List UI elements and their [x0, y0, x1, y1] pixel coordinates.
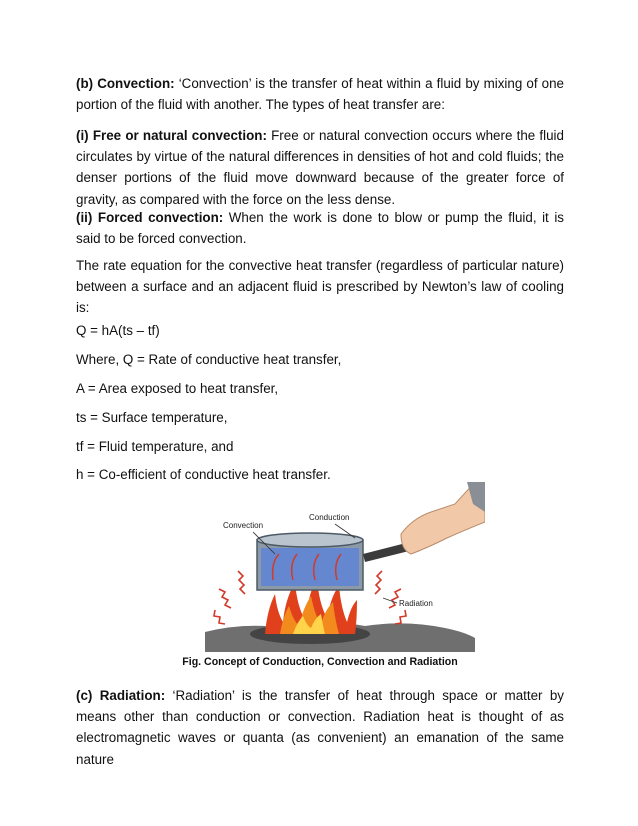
forced-convection-heading: (ii) Forced convection:: [76, 210, 224, 225]
where-line-1: Where, Q = Rate of conductive heat transfer,: [76, 352, 342, 367]
convection-paragraph: [76, 73, 564, 115]
hand: [401, 482, 485, 554]
radiation-heading: (c) Radiation:: [76, 688, 166, 703]
convection-text: ‘Convection’ is the transfer of heat within a fluid by mixing of one portion of the fluid with another. The types of heat transfer are:: [76, 76, 565, 113]
rate-equation-paragraph: The rate equation for the convective heat transfer (regardless of particular nature) between a surface and an adjacent fluid is prescribed by Newton’s law of cooling is:: [76, 258, 564, 316]
where-line-3: ts = Surface temperature,: [76, 410, 228, 425]
label-radiation: Radiation: [399, 599, 433, 608]
heat-transfer-figure: [205, 482, 485, 652]
forced-convection-paragraph: [76, 207, 564, 249]
label-convection: Convection: [223, 521, 264, 530]
pot-rim: [257, 533, 363, 547]
figure-caption: Fig. Concept of Conduction, Convection and Radiation: [182, 656, 458, 668]
free-convection-paragraph: [76, 125, 564, 210]
heat-transfer-illustration: [205, 482, 485, 652]
equation: Q = hA(ts – tf): [76, 323, 160, 338]
pot-water: [261, 548, 359, 586]
where-line-4: tf = Fluid temperature, and: [76, 439, 234, 454]
where-line-5: h = Co-efficient of conductive heat transfer.: [76, 467, 331, 482]
where-line-2: A = Area exposed to heat transfer,: [76, 381, 279, 396]
label-conduction: Conduction: [309, 513, 350, 522]
convection-heading: (b) Convection:: [76, 76, 175, 91]
free-convection-heading: (i) Free or natural convection:: [76, 128, 267, 143]
free-convection-text: Free or natural convection occurs where the fluid circulates by virtue of the natural differences in densities of hot and cold fluids; the denser portions of the fluid move downward because of the greater force of gravity, as compared with the force on the less dense.: [76, 128, 564, 207]
radiation-text: ‘Radiation’ is the transfer of heat through space or matter by means other than conduction or convection. Radiation heat is thought of as electromagnetic waves or quanta (as convenient) an emanation of the same nature: [76, 688, 564, 767]
radiation-paragraph: [76, 685, 564, 770]
forced-convection-text: When the work is done to blow or pump the fluid, it is said to be forced convection.: [76, 210, 564, 247]
